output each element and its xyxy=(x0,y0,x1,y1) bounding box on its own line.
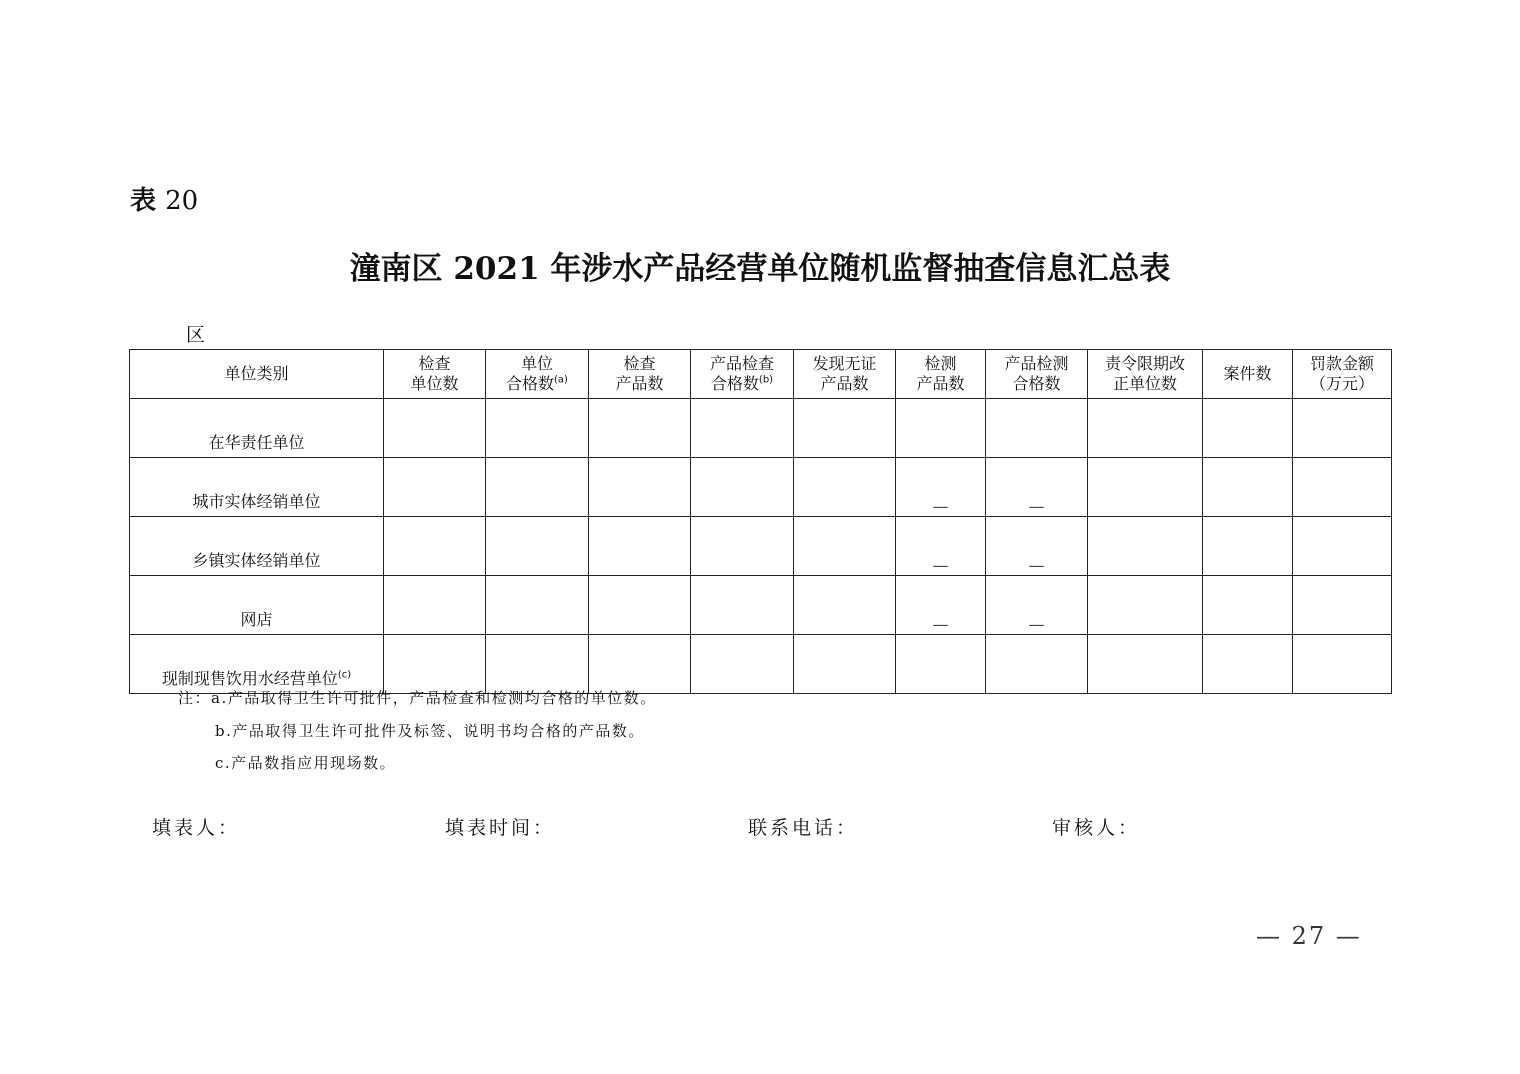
table-cell xyxy=(1293,517,1392,576)
table-cell xyxy=(896,399,986,458)
header-rectification-units: 责令限期改 正单位数 xyxy=(1088,350,1203,399)
district-label: 区 xyxy=(186,324,206,346)
table-cell xyxy=(691,517,794,576)
header-qualified-units: 单位 合格数$^{(a)}$ xyxy=(486,350,589,399)
row-label: 现制现售饮用水经营单位$^{(c)}$ xyxy=(130,635,384,694)
note-a: 注：a.产品取得卫生许可批件，产品检查和检测均合格的单位数。 xyxy=(178,689,657,707)
filler-label: 填表人： xyxy=(152,817,241,839)
table-cell xyxy=(1203,458,1293,517)
table-cell xyxy=(691,635,794,694)
page-number: — 27 — xyxy=(1256,922,1362,950)
header-test-qualified: 产品检测 合格数 xyxy=(986,350,1088,399)
note-c: c.产品数指应用现场数。 xyxy=(215,754,397,772)
note-b: b.产品取得卫生许可批件及标签、说明书均合格的产品数。 xyxy=(215,721,645,740)
row-label: 在华责任单位 xyxy=(130,399,384,458)
table-cell xyxy=(589,399,691,458)
table-cell xyxy=(986,399,1088,458)
table-row xyxy=(130,458,1392,517)
phone-label: 联系电话： xyxy=(748,817,859,839)
table-cell xyxy=(486,458,589,517)
table-label-number: 20 xyxy=(165,186,199,216)
table-cell xyxy=(986,635,1088,694)
table-row xyxy=(130,517,1392,576)
header-qualified-products: 产品检查 合格数$^{(b)}$ xyxy=(691,350,794,399)
document-title: 潼南区 2021 年涉水产品经营单位随机监督抽查信息汇总表 xyxy=(349,251,1171,287)
table-label-prefix: 表 xyxy=(130,186,157,216)
dash-cell: — xyxy=(896,458,986,517)
table-cell xyxy=(1293,576,1392,635)
dash-cell: — xyxy=(986,458,1088,517)
header-tested-products: 检测 产品数 xyxy=(896,350,986,399)
table-cell xyxy=(794,517,896,576)
table-cell xyxy=(1293,399,1392,458)
table-cell xyxy=(1293,458,1392,517)
table-label xyxy=(130,180,198,217)
dash-cell: — xyxy=(896,517,986,576)
row-label: 乡镇实体经销单位 xyxy=(130,517,384,576)
table-cell xyxy=(794,576,896,635)
header-fine-amount: 罚款金额 （万元） xyxy=(1293,350,1392,399)
table-cell xyxy=(1088,458,1203,517)
table-cell xyxy=(794,399,896,458)
dash-cell: — xyxy=(986,517,1088,576)
header-unlicensed-products: 发现无证 产品数 xyxy=(794,350,896,399)
header-inspected-products: 检查 产品数 xyxy=(589,350,691,399)
dash-cell: — xyxy=(896,576,986,635)
table-cell xyxy=(794,458,896,517)
table-cell xyxy=(1203,635,1293,694)
table-cell xyxy=(589,576,691,635)
table-cell xyxy=(1293,635,1392,694)
header-inspected-units: 检查 单位数 xyxy=(384,350,486,399)
fill-time-label: 填表时间： xyxy=(445,817,556,839)
reviewer-label: 审核人： xyxy=(1052,817,1141,839)
table-cell xyxy=(589,458,691,517)
table-cell xyxy=(486,576,589,635)
table-cell xyxy=(384,517,486,576)
table-cell xyxy=(486,517,589,576)
header-case-count: 案件数 xyxy=(1203,350,1293,399)
table-cell xyxy=(384,458,486,517)
table-cell xyxy=(1203,517,1293,576)
table-cell xyxy=(691,399,794,458)
table-cell xyxy=(1203,576,1293,635)
table-cell xyxy=(1088,517,1203,576)
footnotes xyxy=(178,682,657,780)
row-label: 网店 xyxy=(130,576,384,635)
table-cell xyxy=(1088,399,1203,458)
table-cell xyxy=(1203,399,1293,458)
table-cell xyxy=(589,517,691,576)
table-cell xyxy=(691,458,794,517)
footnote-c-marker: (c) xyxy=(337,669,352,681)
table-cell xyxy=(896,635,986,694)
summary-table xyxy=(129,349,1392,694)
table-row xyxy=(130,399,1392,458)
table-cell xyxy=(384,576,486,635)
table-cell xyxy=(794,635,896,694)
table-cell xyxy=(691,576,794,635)
table-row xyxy=(130,576,1392,635)
table-cell xyxy=(1088,576,1203,635)
row-label: 城市实体经销单位 xyxy=(130,458,384,517)
table-cell xyxy=(486,399,589,458)
table-cell xyxy=(384,399,486,458)
header-row xyxy=(130,350,1392,399)
header-unit-category: 单位类别 xyxy=(130,350,384,399)
footnote-a-marker: (a) xyxy=(554,374,568,386)
footnote-b-marker: (b) xyxy=(758,374,774,386)
dash-cell: — xyxy=(986,576,1088,635)
table-cell xyxy=(1088,635,1203,694)
